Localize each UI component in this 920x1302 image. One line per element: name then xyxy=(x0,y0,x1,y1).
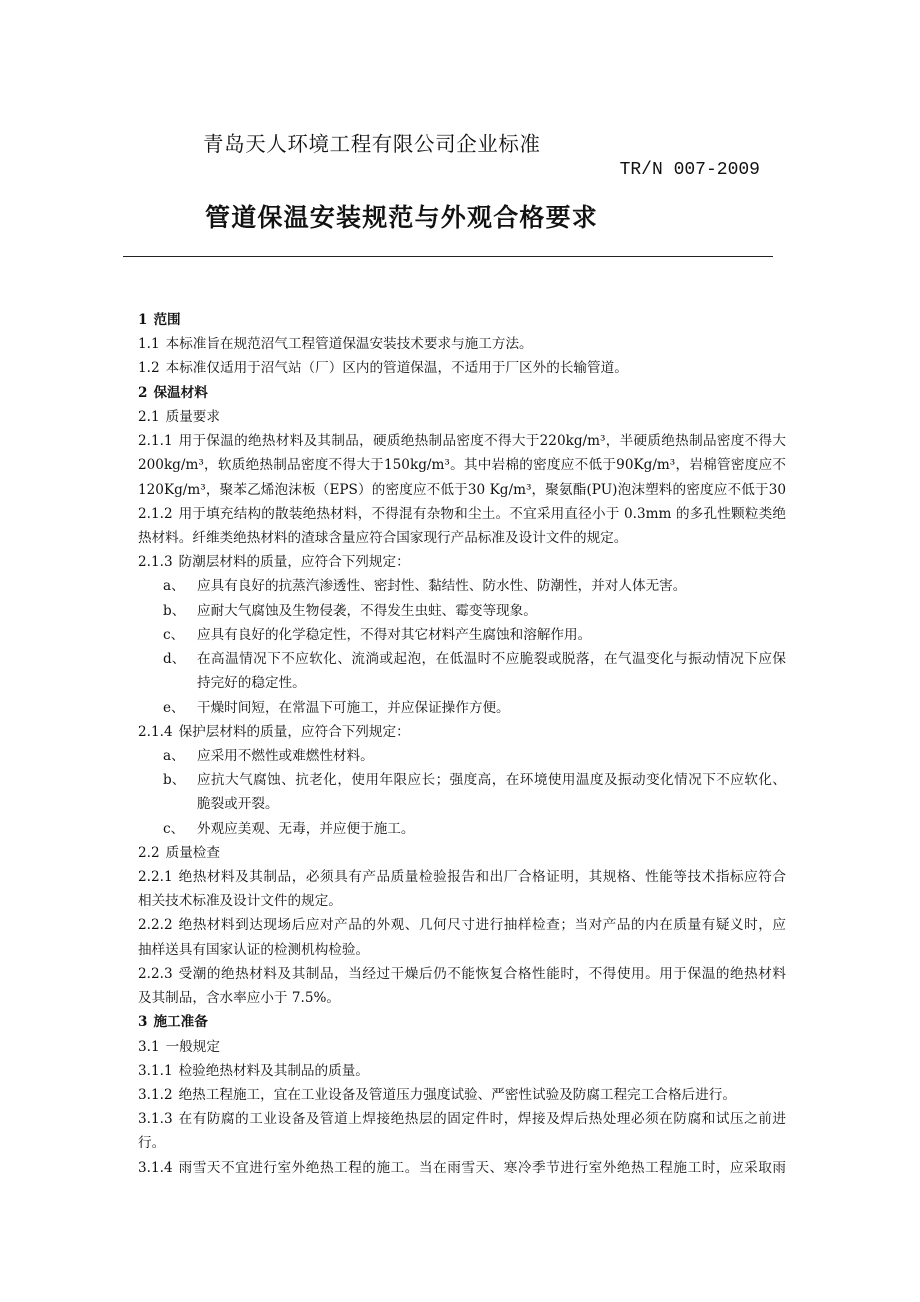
text-line xyxy=(138,623,786,647)
text-line xyxy=(138,502,786,526)
line-text: 保护层材料的质量，应符合下列规定： xyxy=(178,723,410,740)
clause xyxy=(138,913,786,961)
list-item xyxy=(138,768,786,816)
line-text: 本标准旨在规范沼气工程管道保温安装技术要求与施工方法。 xyxy=(165,336,533,353)
list-item xyxy=(138,599,786,623)
clause-number: 1 xyxy=(138,312,148,328)
item-label: a、 xyxy=(163,747,185,764)
line-text: 在有防腐的工业设备及管道上焊接绝热层的固定件时，焊接及焊后热处理必须在防腐和试压之前进 xyxy=(178,1111,786,1128)
text-line xyxy=(138,429,786,453)
clause-number: 3 xyxy=(138,1014,148,1031)
clause-number: 2.2 xyxy=(138,844,160,861)
text-line xyxy=(138,332,786,356)
list-item xyxy=(138,744,786,768)
text-line xyxy=(138,841,786,865)
line-text: 在高温情况下不应软化、流淌或起泡，在低温时不应脆裂或脱落，在气温变化与振动情况下应保 xyxy=(197,651,786,668)
clause xyxy=(138,1107,786,1155)
clause xyxy=(138,502,786,550)
text-line xyxy=(197,792,786,816)
text-line xyxy=(138,817,786,841)
clause-number: 2 xyxy=(138,384,148,401)
item-label: b、 xyxy=(163,772,186,789)
list-item xyxy=(138,817,786,841)
clause-number: 2.2.2 xyxy=(138,917,173,934)
clause xyxy=(138,841,786,865)
text-line xyxy=(138,1035,786,1059)
line-text: 范围 xyxy=(153,312,181,328)
text-line xyxy=(138,405,786,429)
line-text: 应耐大气腐蚀及生物侵袭，不得发生虫蛀、霉变等现象。 xyxy=(197,602,537,619)
text-line xyxy=(138,308,786,332)
text-line xyxy=(138,381,786,405)
line-text: 应具有良好的化学稳定性，不得对其它材料产生腐蚀和溶解作用。 xyxy=(197,626,592,643)
line-text: 应采用不燃性或难燃性材料。 xyxy=(197,747,374,764)
line-text: 用于填充结构的散装绝热材料，不得混有杂物和尘土。不宜采用直径小于 0.3mm 的多孔性颗粒类绝 xyxy=(178,505,786,522)
text-line xyxy=(138,599,786,623)
item-label: b、 xyxy=(163,602,186,619)
line-text: 200kg/m³，软质绝热制品密度不得大于150kg/m³。其中岩棉的密度应不低于90Kg/m³，岩棉管密度应不 xyxy=(138,457,786,474)
line-text: 行。 xyxy=(138,1135,166,1152)
line-text: 绝热材料及其制品，必须具有产品质量检验报告和出厂合格证明，其规格、性能等技术指标应符合 xyxy=(178,869,786,886)
item-label: c、 xyxy=(163,820,185,837)
clause-number: 3.1 xyxy=(138,1038,160,1055)
clause-number: 2.2.3 xyxy=(138,965,173,982)
clause xyxy=(138,720,786,744)
text-line xyxy=(138,1107,786,1131)
line-text: 应抗大气腐蚀、抗老化，使用年限应长；强度高，在环境使用温度及振动变化情况下不应软化、 xyxy=(197,772,786,789)
section-heading xyxy=(138,308,786,332)
clause-number: 1.1 xyxy=(138,336,160,353)
line-text: 相关技术标准及设计文件的规定。 xyxy=(138,893,342,910)
clause-number: 3.1.4 xyxy=(138,1159,173,1176)
clause xyxy=(138,1156,786,1180)
clause-number: 2.1.4 xyxy=(138,723,173,740)
line-text: 脆裂或开裂。 xyxy=(197,796,279,813)
text-line xyxy=(138,962,786,986)
line-text: 干燥时间短，在常温下可施工，并应保证操作方便。 xyxy=(197,699,510,716)
item-label: c、 xyxy=(163,626,185,643)
clause-number: 3.1.1 xyxy=(138,1062,173,1079)
line-text: 防潮层材料的质量，应符合下列规定： xyxy=(178,554,410,571)
item-label: a、 xyxy=(163,578,185,595)
section-heading xyxy=(138,381,786,405)
company-standard-heading: 青岛天人环境工程有限公司企业标准 xyxy=(203,132,541,156)
standard-code: TR/N 007-2009 xyxy=(619,160,760,180)
clause xyxy=(138,550,786,574)
line-text: 质量检查 xyxy=(165,844,220,861)
line-text: 保温材料 xyxy=(153,384,208,401)
text-line xyxy=(138,526,786,550)
text-line xyxy=(138,865,786,889)
line-text: 抽样送具有国家认证的检测机构检验。 xyxy=(138,941,370,958)
clause-number: 3.1.3 xyxy=(138,1111,173,1128)
text-line xyxy=(138,453,786,477)
text-line xyxy=(138,986,786,1010)
line-text: 120Kg/m³，聚苯乙烯泡沫板（EPS）的密度应不低于30 Kg/m³，聚氨酯(PU)泡沫塑料的密度应不低于30 xyxy=(138,481,786,498)
line-text: 检验绝热材料及其制品的质量。 xyxy=(178,1062,369,1079)
clause-number: 3.1.2 xyxy=(138,1087,173,1103)
document-body xyxy=(138,308,786,1180)
list-item xyxy=(138,574,786,598)
text-line xyxy=(138,1131,786,1155)
line-text: 受潮的绝热材料及其制品，当经过干燥后仍不能恢复合格性能时，不得使用。用于保温的绝热材料 xyxy=(178,965,786,982)
line-text: 施工准备 xyxy=(153,1014,208,1031)
text-line xyxy=(138,574,786,598)
clause-number: 2.1.3 xyxy=(138,554,173,571)
text-line xyxy=(138,744,786,768)
text-line xyxy=(138,938,786,962)
line-text: 用于保温的绝热材料及其制品，硬质绝热制品密度不得大于220kg/m³，半硬质绝热制品密度不得大 xyxy=(178,433,786,450)
clause xyxy=(138,865,786,913)
clause xyxy=(138,332,786,356)
text-line xyxy=(138,647,786,671)
line-text: 持完好的稳定性。 xyxy=(197,675,306,692)
list-item xyxy=(138,696,786,720)
line-text: 绝热材料到达现场后应对产品的外观、几何尺寸进行抽样检查；当对产品的内在质量有疑义时，应 xyxy=(178,917,786,934)
clause-number: 2.1 xyxy=(138,408,160,425)
line-text: 应具有良好的抗蒸汽渗透性、密封性、黏结性、防水性、防潮性，并对人体无害。 xyxy=(197,578,687,595)
item-label: e、 xyxy=(163,699,185,716)
item-label: d、 xyxy=(163,651,186,668)
text-line xyxy=(138,720,786,744)
line-text: 质量要求 xyxy=(165,408,220,425)
clause-number: 2.1.1 xyxy=(138,433,173,450)
clause xyxy=(138,1035,786,1059)
clause xyxy=(138,429,786,502)
text-line xyxy=(138,1083,786,1107)
document-title: 管道保温安装规范与外观合格要求 xyxy=(205,203,599,232)
text-line xyxy=(138,1156,786,1180)
list-item xyxy=(138,647,786,695)
text-line xyxy=(138,550,786,574)
text-line xyxy=(138,356,786,380)
clause xyxy=(138,405,786,429)
text-line xyxy=(138,889,786,913)
text-line xyxy=(138,1010,786,1034)
clause xyxy=(138,356,786,380)
line-text: 本标准仅适用于沼气站（厂）区内的管道保温，不适用于厂区外的长输管道。 xyxy=(165,360,628,377)
text-line xyxy=(138,478,786,502)
clause xyxy=(138,1083,786,1107)
line-text: 热材料。纤维类绝热材料的渣球含量应符合国家现行产品标准及设计文件的规定。 xyxy=(138,529,628,546)
line-text: 雨雪天不宜进行室外绝热工程的施工。当在雨雪天、寒冷季节进行室外绝热工程施工时，应采取雨 xyxy=(178,1159,786,1176)
text-line xyxy=(138,1059,786,1083)
line-text: 绝热工程施工，宜在工业设备及管道压力强度试验、严密性试验及防腐工程完工合格后进行。 xyxy=(178,1087,736,1103)
title-divider xyxy=(123,256,773,257)
list-item xyxy=(138,623,786,647)
line-text: 一般规定 xyxy=(165,1038,220,1055)
text-line xyxy=(138,696,786,720)
text-line xyxy=(138,913,786,937)
clause-number: 2.1.2 xyxy=(138,505,173,522)
text-line xyxy=(197,671,786,695)
clause-number: 2.2.1 xyxy=(138,869,173,886)
line-text: 外观应美观、无毒，并应便于施工。 xyxy=(197,820,415,837)
clause xyxy=(138,962,786,1010)
clause xyxy=(138,1059,786,1083)
text-line xyxy=(138,768,786,792)
section-heading xyxy=(138,1010,786,1034)
line-text: 及其制品，含水率应小于 7.5%。 xyxy=(138,990,340,1007)
clause-number: 1.2 xyxy=(138,360,160,377)
